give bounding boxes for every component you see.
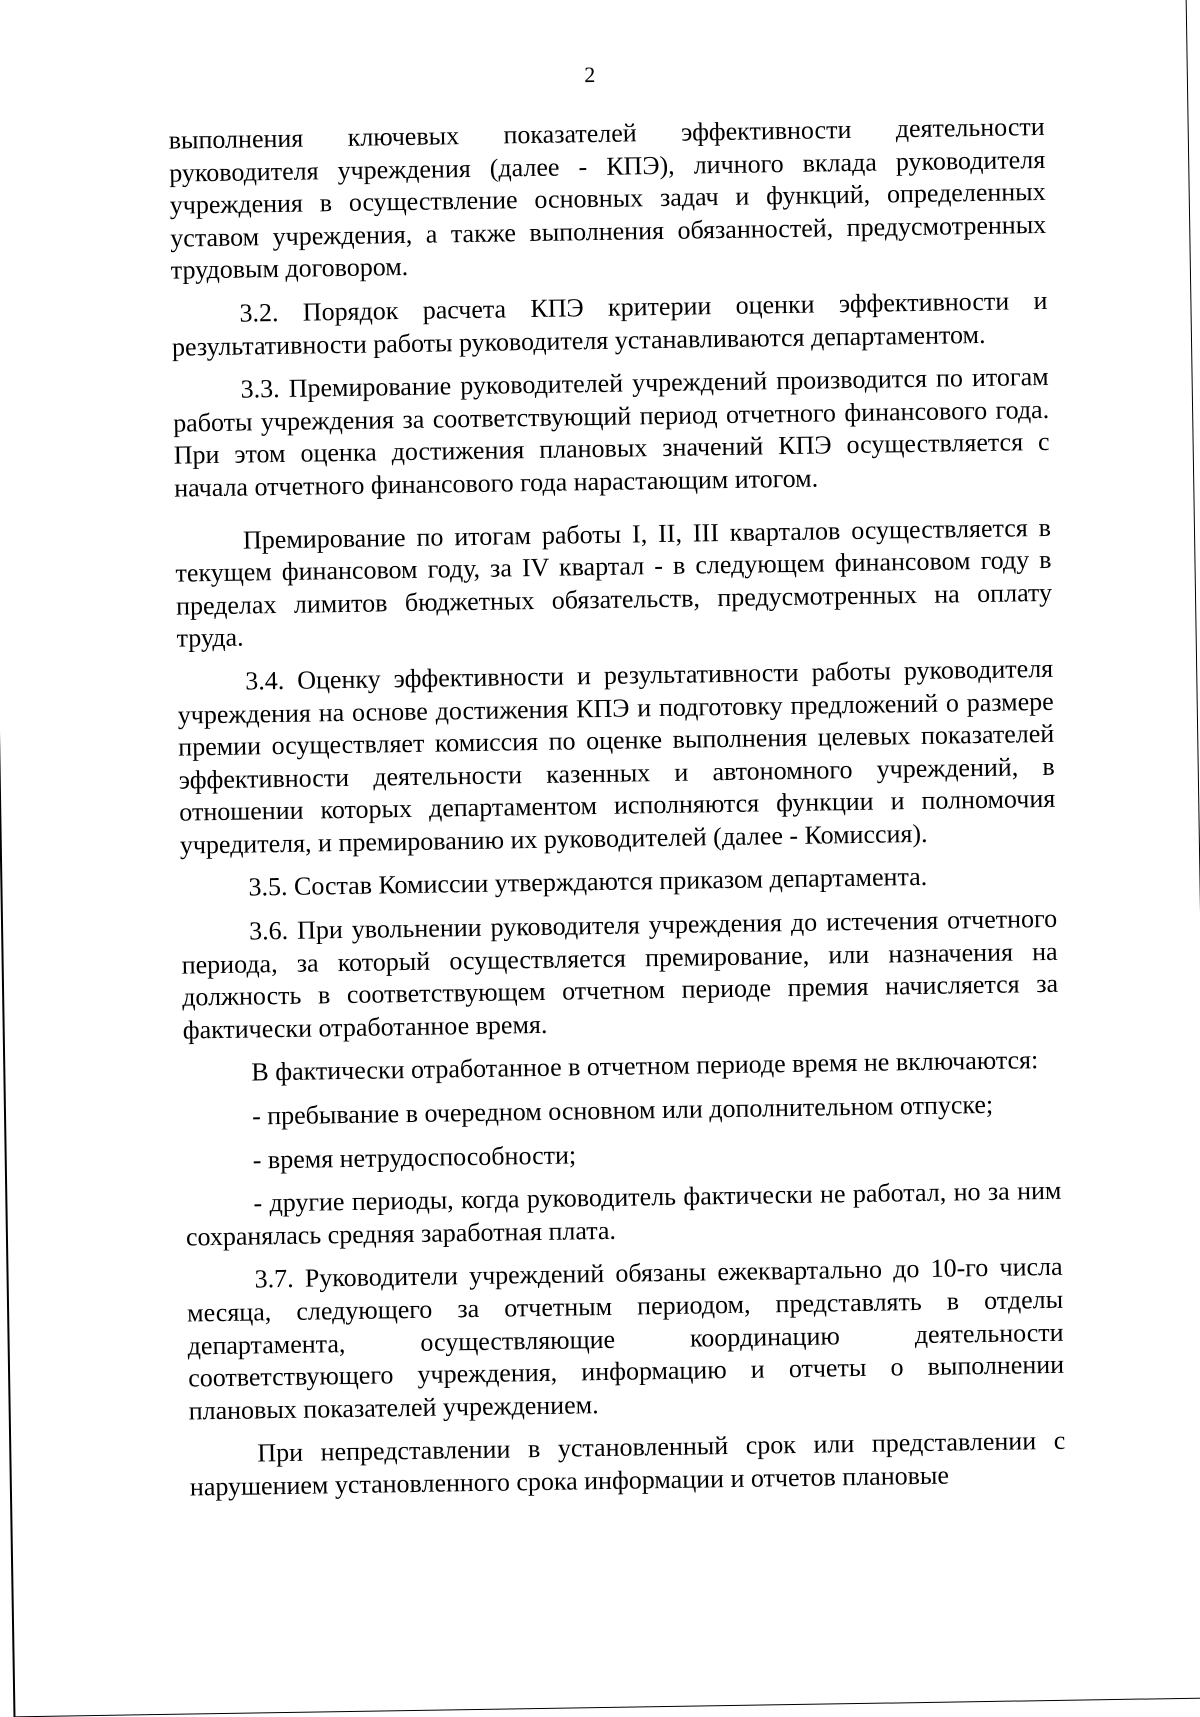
paragraph-3-6: 3.6. При увольнении руководителя учреждения до истечения отчетного периода, за который осуществляется премирование, или назначения на должность в соответствующем отчетном периоде премия начисляется за фактически отработанное время. <box>181 903 1059 1045</box>
paragraph-quarterly-bonus: Премирование по итогам работы I, II, III кварталов осуществляется в текущем финансовом году, за IV квартал - в следующем финансовом году в пределах лимитов бюджетных обязательств, предусмотренных на оплату труда. <box>175 512 1053 653</box>
paragraph-excluded-time: В фактически отработанное в отчетном периоде время не включаются: <box>251 1045 1039 1087</box>
paragraph-3-2: 3.2. Порядок расчета КПЭ критерии оценки эффективности и результативности работы руководителя устанавливаются департаментом. <box>171 285 1048 362</box>
paragraph-3-7: 3.7. Руководители учреждений обязаны ежеквартально до 10-го числа месяца, следующего за отчетным периодом, представлять в отделы департамента, осуществляющие координацию деятельности соответствующего учреждения, информацию и отчеты о выполнении плановых показателей учреждением. <box>186 1252 1065 1426</box>
list-item-disability: - время нетрудоспособности; <box>252 1140 577 1175</box>
paragraph-3-4: 3.4. Оценку эффективности и результативности работы руководителя учреждения на основе достижения КПЭ и подготовку предложений о размере премии осуществляет комиссия по оценке выполнения целевых показателей эффективности деятельности казенных и автономного учреждений, в отношении которых департаментом исполняются функции и полномочия учредителя, и премированию их руководителей (далее - Комиссия). <box>177 653 1056 860</box>
list-item-other-periods: - другие периоды, когда руководитель фактически не работал, но за ним сохранялась средняя заработная плата. <box>185 1176 1062 1252</box>
paragraph-non-submission: При непредставлении в установленный срок или представлении с нарушением установленного срока информации и отчетов плановые <box>189 1426 1066 1502</box>
paragraph-3-3: 3.3. Премирование руководителей учреждений производится по итогам работы учреждения за соответствующий период отчетного финансового года. При этом оценка достижения плановых значений КПЭ осуществляется с начала отчетного финансового года нарастающим итогом. <box>172 362 1050 503</box>
list-item-vacation: - пребывание в очередном основном или дополнительном отпуске; <box>251 1089 994 1131</box>
paragraph-3-1-continuation: выполнения ключевых показателей эффективности деятельности руководителя учреждения (далее - КПЭ), личного вклада руководителя учреждения в осуществление основных задач и функций, определенных уставом учреждения, а также выполнения обязанностей, предусмотренных трудовым договором. <box>168 111 1047 286</box>
page-number: 2 <box>584 61 596 88</box>
document-body <box>168 111 1066 1515</box>
paragraph-3-5: 3.5. Состав Комиссии утверждаются приказом департамента. <box>248 862 928 902</box>
